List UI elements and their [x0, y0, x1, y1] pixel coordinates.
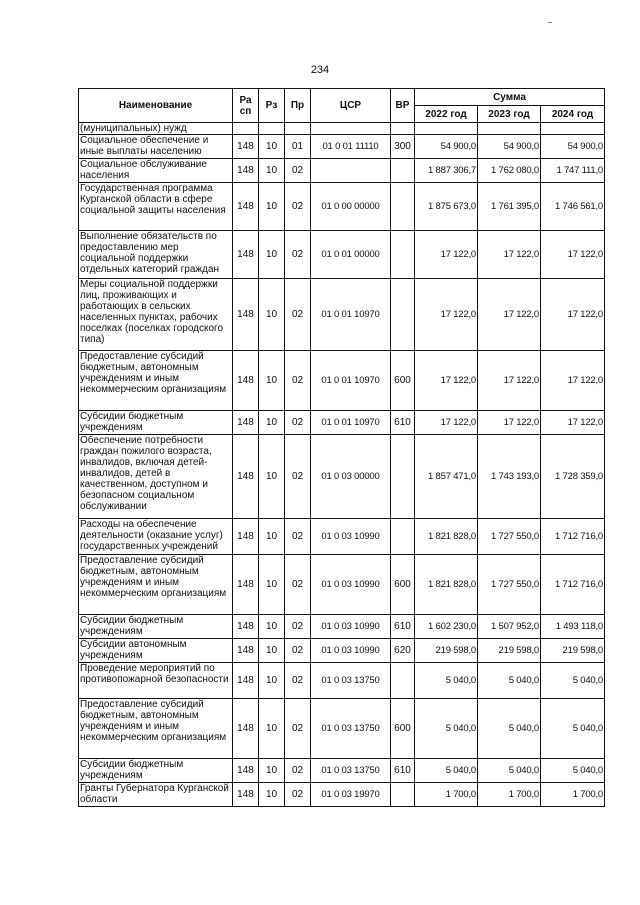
row-value-2023: 17 122,0 [478, 279, 541, 351]
row-vr [391, 435, 415, 519]
row-value-2023: 54 900,0 [478, 135, 541, 159]
row-vr: 300 [391, 135, 415, 159]
table-row [79, 783, 605, 807]
row-value-2024: 219 598,0 [541, 639, 605, 663]
row-rz [259, 123, 285, 135]
row-rz: 10 [259, 663, 285, 699]
row-rasp: 148 [233, 615, 259, 639]
header-summa: Сумма [415, 89, 605, 106]
row-name: (муниципальных) нужд [79, 123, 233, 135]
row-value-2024: 54 900,0 [541, 135, 605, 159]
row-rasp: 148 [233, 159, 259, 183]
row-name: Предоставление субсидий бюджетным, автономным учреждениям и иным некоммерческим организациям [79, 699, 233, 759]
row-pr: 02 [285, 783, 311, 807]
row-value-2022: 17 122,0 [415, 279, 478, 351]
table-row [79, 351, 605, 411]
row-pr: 02 [285, 759, 311, 783]
scan-mark [548, 22, 552, 23]
row-vr [391, 123, 415, 135]
row-rz: 10 [259, 555, 285, 615]
row-pr: 02 [285, 615, 311, 639]
table-row [79, 231, 605, 279]
row-rasp: 148 [233, 351, 259, 411]
row-rasp: 148 [233, 759, 259, 783]
row-value-2022: 54 900,0 [415, 135, 478, 159]
row-value-2023: 1 762 080,0 [478, 159, 541, 183]
row-csr: 01 0 03 13750 [311, 699, 391, 759]
row-csr: 01 0 03 13750 [311, 663, 391, 699]
row-rz: 10 [259, 783, 285, 807]
row-value-2022: 5 040,0 [415, 759, 478, 783]
row-csr: 01 0 01 10970 [311, 279, 391, 351]
row-pr [285, 123, 311, 135]
table-header [79, 89, 605, 123]
row-value-2023: 17 122,0 [478, 411, 541, 435]
row-csr: 01 0 01 00000 [311, 231, 391, 279]
row-value-2024: 17 122,0 [541, 411, 605, 435]
row-value-2022: 5 040,0 [415, 663, 478, 699]
row-rz: 10 [259, 435, 285, 519]
row-value-2024 [541, 123, 605, 135]
row-rz: 10 [259, 279, 285, 351]
row-name: Предоставление субсидий бюджетным, автономным учреждениям и иным некоммерческим организациям [79, 555, 233, 615]
row-csr: 01 0 01 10970 [311, 411, 391, 435]
row-vr [391, 519, 415, 555]
row-rz: 10 [259, 759, 285, 783]
row-value-2023: 1 507 952,0 [478, 615, 541, 639]
table-row [79, 555, 605, 615]
row-csr: 01 0 03 10990 [311, 615, 391, 639]
row-name: Расходы на обеспечение деятельности (оказание услуг) государственных учреждений [79, 519, 233, 555]
row-value-2023: 1 761 395,0 [478, 183, 541, 231]
row-value-2024: 1 712 716,0 [541, 555, 605, 615]
row-csr [311, 123, 391, 135]
row-value-2023 [478, 123, 541, 135]
table-row [79, 615, 605, 639]
row-pr: 02 [285, 663, 311, 699]
row-rz: 10 [259, 159, 285, 183]
table-row [79, 123, 605, 135]
row-vr: 610 [391, 411, 415, 435]
row-rasp: 148 [233, 519, 259, 555]
row-vr [391, 783, 415, 807]
row-rasp: 148 [233, 183, 259, 231]
row-csr: 01 0 03 10990 [311, 555, 391, 615]
row-csr: 01 0 01 10970 [311, 351, 391, 411]
header-name: Наименование [79, 89, 233, 123]
header-rz: Рз [259, 89, 285, 123]
row-csr: 01 0 01 11110 [311, 135, 391, 159]
table-row [79, 279, 605, 351]
row-value-2024: 1 747 111,0 [541, 159, 605, 183]
table-row [79, 759, 605, 783]
row-vr: 600 [391, 555, 415, 615]
row-value-2022: 1 857 471,0 [415, 435, 478, 519]
row-rasp: 148 [233, 663, 259, 699]
row-value-2023: 1 743 193,0 [478, 435, 541, 519]
row-value-2024: 17 122,0 [541, 231, 605, 279]
row-value-2024: 1 493 118,0 [541, 615, 605, 639]
row-rz: 10 [259, 411, 285, 435]
row-value-2023: 1 727 550,0 [478, 519, 541, 555]
row-name: Социальное обслуживание населения [79, 159, 233, 183]
row-value-2022: 5 040,0 [415, 699, 478, 759]
row-value-2023: 1 727 550,0 [478, 555, 541, 615]
row-pr: 02 [285, 411, 311, 435]
row-pr: 02 [285, 159, 311, 183]
row-value-2022: 1 821 828,0 [415, 519, 478, 555]
header-rasp [233, 89, 259, 123]
row-rz: 10 [259, 135, 285, 159]
header-2023: 2023 год [478, 106, 541, 123]
row-value-2024: 1 728 359,0 [541, 435, 605, 519]
row-name: Социальное обеспечение и иные выплаты населению [79, 135, 233, 159]
row-value-2023: 17 122,0 [478, 231, 541, 279]
row-vr: 620 [391, 639, 415, 663]
row-name: Гранты Губернатора Курганской области [79, 783, 233, 807]
row-value-2022: 17 122,0 [415, 231, 478, 279]
row-pr: 02 [285, 435, 311, 519]
row-value-2024: 17 122,0 [541, 351, 605, 411]
row-rz: 10 [259, 519, 285, 555]
row-value-2023: 17 122,0 [478, 351, 541, 411]
row-rasp: 148 [233, 411, 259, 435]
row-name: Предоставление субсидий бюджетным, автономным учреждениям и иным некоммерческим организациям [79, 351, 233, 411]
row-rasp: 148 [233, 279, 259, 351]
row-value-2022: 1 821 828,0 [415, 555, 478, 615]
row-csr: 01 0 03 13750 [311, 759, 391, 783]
row-rz: 10 [259, 351, 285, 411]
header-2024: 2024 год [541, 106, 605, 123]
table-row [79, 435, 605, 519]
row-value-2024: 5 040,0 [541, 699, 605, 759]
row-value-2024: 1 746 561,0 [541, 183, 605, 231]
row-rasp [233, 123, 259, 135]
row-vr: 610 [391, 615, 415, 639]
row-value-2022: 219 598,0 [415, 639, 478, 663]
row-csr: 01 0 03 00000 [311, 435, 391, 519]
header-2022: 2022 год [415, 106, 478, 123]
row-csr: 01 0 00 00000 [311, 183, 391, 231]
header-pr: Пр [285, 89, 311, 123]
row-value-2024: 1 700,0 [541, 783, 605, 807]
row-vr: 600 [391, 699, 415, 759]
row-rasp: 148 [233, 555, 259, 615]
header-rasp-line1: Ра [239, 94, 252, 106]
row-rasp: 148 [233, 231, 259, 279]
row-name: Субсидии автономным учреждениям [79, 639, 233, 663]
row-value-2024: 1 712 716,0 [541, 519, 605, 555]
row-pr: 02 [285, 555, 311, 615]
row-rasp: 148 [233, 699, 259, 759]
row-name: Проведение мероприятий по противопожарной безопасности [79, 663, 233, 699]
row-name: Субсидии бюджетным учреждениям [79, 411, 233, 435]
row-csr: 01 0 03 10990 [311, 639, 391, 663]
table-row [79, 183, 605, 231]
table-row [79, 519, 605, 555]
row-rz: 10 [259, 231, 285, 279]
row-rz: 10 [259, 639, 285, 663]
row-pr: 02 [285, 699, 311, 759]
row-csr: 01 0 03 10990 [311, 519, 391, 555]
row-vr [391, 279, 415, 351]
row-pr: 02 [285, 279, 311, 351]
row-pr: 02 [285, 351, 311, 411]
table-row [79, 639, 605, 663]
row-rz: 10 [259, 183, 285, 231]
row-name: Субсидии бюджетным учреждениям [79, 615, 233, 639]
row-rz: 10 [259, 615, 285, 639]
table-row [79, 663, 605, 699]
row-value-2023: 219 598,0 [478, 639, 541, 663]
page-number: 234 [310, 64, 330, 76]
table-body [79, 123, 605, 807]
row-vr [391, 183, 415, 231]
row-pr: 02 [285, 231, 311, 279]
row-csr [311, 159, 391, 183]
row-pr: 02 [285, 183, 311, 231]
row-name: Субсидии бюджетным учреждениям [79, 759, 233, 783]
row-value-2022: 1 700,0 [415, 783, 478, 807]
row-value-2022: 17 122,0 [415, 411, 478, 435]
row-value-2022: 1 602 230,0 [415, 615, 478, 639]
row-value-2024: 5 040,0 [541, 663, 605, 699]
row-vr [391, 231, 415, 279]
row-value-2023: 5 040,0 [478, 663, 541, 699]
row-name: Выполнение обязательств по предоставлению мер социальной поддержки отдельных категорий граждан [79, 231, 233, 279]
header-rasp-line2: сп [239, 105, 252, 117]
row-rasp: 148 [233, 435, 259, 519]
row-vr: 610 [391, 759, 415, 783]
row-value-2024: 17 122,0 [541, 279, 605, 351]
row-pr: 02 [285, 519, 311, 555]
row-name: Меры социальной поддержки лиц, проживающих и работающих в сельских населенных пунктах, рабочих поселках (поселках городского типа) [79, 279, 233, 351]
row-rz: 10 [259, 699, 285, 759]
row-rasp: 148 [233, 639, 259, 663]
row-vr [391, 159, 415, 183]
header-csr: ЦСР [311, 89, 391, 123]
row-value-2022: 1 875 673,0 [415, 183, 478, 231]
row-name: Государственная программа Курганской области в сфере социальной защиты населения [79, 183, 233, 231]
table-row [79, 411, 605, 435]
row-value-2024: 5 040,0 [541, 759, 605, 783]
table-row [79, 159, 605, 183]
row-pr: 01 [285, 135, 311, 159]
row-name: Обеспечение потребности граждан пожилого возраста, инвалидов, включая детей-инвалидов, детей в качественном, доступном и безопасном социальном обслуживании [79, 435, 233, 519]
row-rasp: 148 [233, 783, 259, 807]
row-value-2022 [415, 123, 478, 135]
row-pr: 02 [285, 639, 311, 663]
row-value-2022: 17 122,0 [415, 351, 478, 411]
row-csr: 01 0 03 19970 [311, 783, 391, 807]
row-vr [391, 663, 415, 699]
table-row [79, 135, 605, 159]
budget-table [78, 88, 605, 807]
row-rasp: 148 [233, 135, 259, 159]
row-value-2023: 5 040,0 [478, 699, 541, 759]
row-vr: 600 [391, 351, 415, 411]
header-vr: ВР [391, 89, 415, 123]
row-value-2022: 1 887 306,7 [415, 159, 478, 183]
row-value-2023: 1 700,0 [478, 783, 541, 807]
row-value-2023: 5 040,0 [478, 759, 541, 783]
table-row [79, 699, 605, 759]
